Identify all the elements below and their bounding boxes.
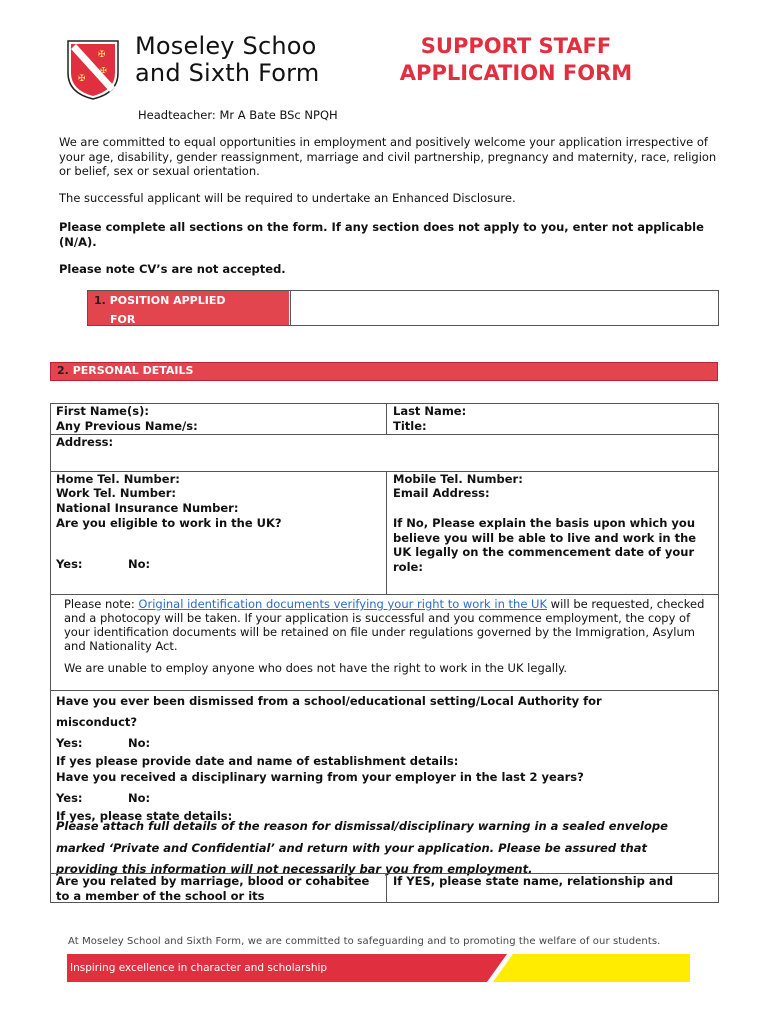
disciplinary-question: Have you received a disciplinary warning from your employer in the last 2 years? <box>56 770 584 784</box>
disciplinary-yes-option[interactable]: Yes: <box>56 791 83 805</box>
personal-details-table <box>50 403 719 903</box>
dismissal-question: Have you ever been dismissed from a school/educational setting/Local Authority for misconduct? <box>56 694 602 729</box>
table-row <box>51 690 718 770</box>
complete-all-instruction: Please complete all sections on the form. If any section does not apply to you, enter not applicable (N/A). <box>59 220 704 249</box>
note-suffix: will be requested, checked and a photocopy will be taken. If your application is successful and you commence employment, the copy of your identification documents will be retained on file under regulations governed by the Immigration, Asylum and Nationality Act. <box>64 597 705 653</box>
table-row <box>51 404 718 419</box>
right-to-work-text <box>51 595 718 653</box>
svg-text:✠: ✠ <box>100 66 107 75</box>
svg-text:✠: ✠ <box>78 74 86 84</box>
form-title <box>380 33 652 87</box>
mobile-tel-field[interactable]: Mobile Tel. Number: <box>393 472 523 486</box>
attach-details-note: Please attach full details of the reason for dismissal/disciplinary warning in a sealed envelope marked ‘Private and Confidential’ and return with your application. Please be assured that providing this information will not necessarily bar you from employment. <box>56 819 668 876</box>
equal-opportunities-statement: We are committed to equal opportunities in employment and positively welcome your application irrespective of your age, disability, gender reassignment, marriage and civil partnership, pregnancy and maternity, race, religion or belief, sex or sexual orientation. <box>59 135 717 179</box>
form-title-line1: SUPPORT STAFF <box>420 34 612 58</box>
disclosure-statement: The successful applicant will be required to undertake an Enhanced Disclosure. <box>59 191 516 205</box>
unable-to-employ-text: We are unable to employ anyone who does not have the right to work in the UK legally. <box>64 661 568 675</box>
table-row <box>51 501 718 516</box>
disciplinary-no-option[interactable]: No: <box>128 791 151 805</box>
related-question: Are you related by marriage, blood or cohabitee to a member of the school or its <box>56 874 370 903</box>
first-names-field[interactable]: First Name(s): <box>56 404 149 418</box>
right-to-work-note <box>51 594 718 690</box>
headteacher: Headteacher: Mr A Bate BSc NPQH <box>138 108 338 122</box>
position-applied-section <box>87 290 719 326</box>
svg-text:✠: ✠ <box>98 50 106 60</box>
ni-number-field[interactable]: National Insurance Number: <box>56 501 239 515</box>
form-title-line2: APPLICATION FORM <box>399 61 633 85</box>
address-field[interactable]: Address: <box>56 435 114 449</box>
footer-tagline: Inspiring excellence in character and scholarship <box>70 962 328 974</box>
dismissal-details-field[interactable]: If yes please provide date and name of establishment details: <box>56 754 459 768</box>
section-number: 2. <box>57 364 69 377</box>
position-label-line1: POSITION APPLIED <box>109 294 226 307</box>
position-applied-label <box>88 291 289 325</box>
title-field[interactable]: Title: <box>393 419 427 433</box>
position-applied-input[interactable] <box>290 291 718 325</box>
id-documents-link[interactable]: Original identification documents verifying your right to work in the UK <box>138 597 548 611</box>
disciplinary-details-field[interactable]: If yes, please state details: <box>56 809 233 823</box>
if-no-explanation[interactable]: If No, Please explain the basis upon which you believe you will be able to live and work in the UK legally on the commencement date of your role: <box>393 516 697 574</box>
school-crest-logo <box>64 37 122 101</box>
position-label-line2: FOR <box>110 313 136 326</box>
table-row <box>51 471 718 486</box>
table-row <box>51 770 718 822</box>
safeguarding-statement: At Moseley School and Sixth Form, we are committed to safeguarding and to promoting the welfare of our students. <box>68 936 661 947</box>
note-prefix: Please note: <box>64 597 139 611</box>
eligible-question: Are you eligible to work in the UK? <box>56 516 282 530</box>
eligible-yes-option[interactable]: Yes: <box>56 557 83 571</box>
dismissal-yes-option[interactable]: Yes: <box>56 736 83 750</box>
table-row <box>51 434 718 471</box>
table-row <box>51 873 718 902</box>
no-cv-notice: Please note CV’s are not accepted. <box>59 262 286 276</box>
table-row <box>51 486 718 501</box>
related-if-yes-field[interactable]: If YES, please state name, relationship and <box>393 874 674 888</box>
section-number: 1. <box>94 294 106 307</box>
previous-names-field[interactable]: Any Previous Name/s: <box>56 419 198 433</box>
table-row <box>51 816 718 876</box>
home-tel-field[interactable]: Home Tel. Number: <box>56 472 180 486</box>
school-name <box>135 33 319 87</box>
school-name-line2: and Sixth Form <box>135 59 320 87</box>
school-name-line1: Moseley Schoo <box>135 32 317 60</box>
work-tel-field[interactable]: Work Tel. Number: <box>56 486 177 500</box>
personal-details-label: PERSONAL DETAILS <box>72 364 194 377</box>
table-row <box>51 419 718 434</box>
eligible-no-option[interactable]: No: <box>128 557 151 571</box>
table-row <box>51 516 718 594</box>
last-name-field[interactable]: Last Name: <box>393 404 467 418</box>
personal-details-header <box>50 362 718 381</box>
dismissal-no-option[interactable]: No: <box>128 736 151 750</box>
email-field[interactable]: Email Address: <box>393 486 490 500</box>
